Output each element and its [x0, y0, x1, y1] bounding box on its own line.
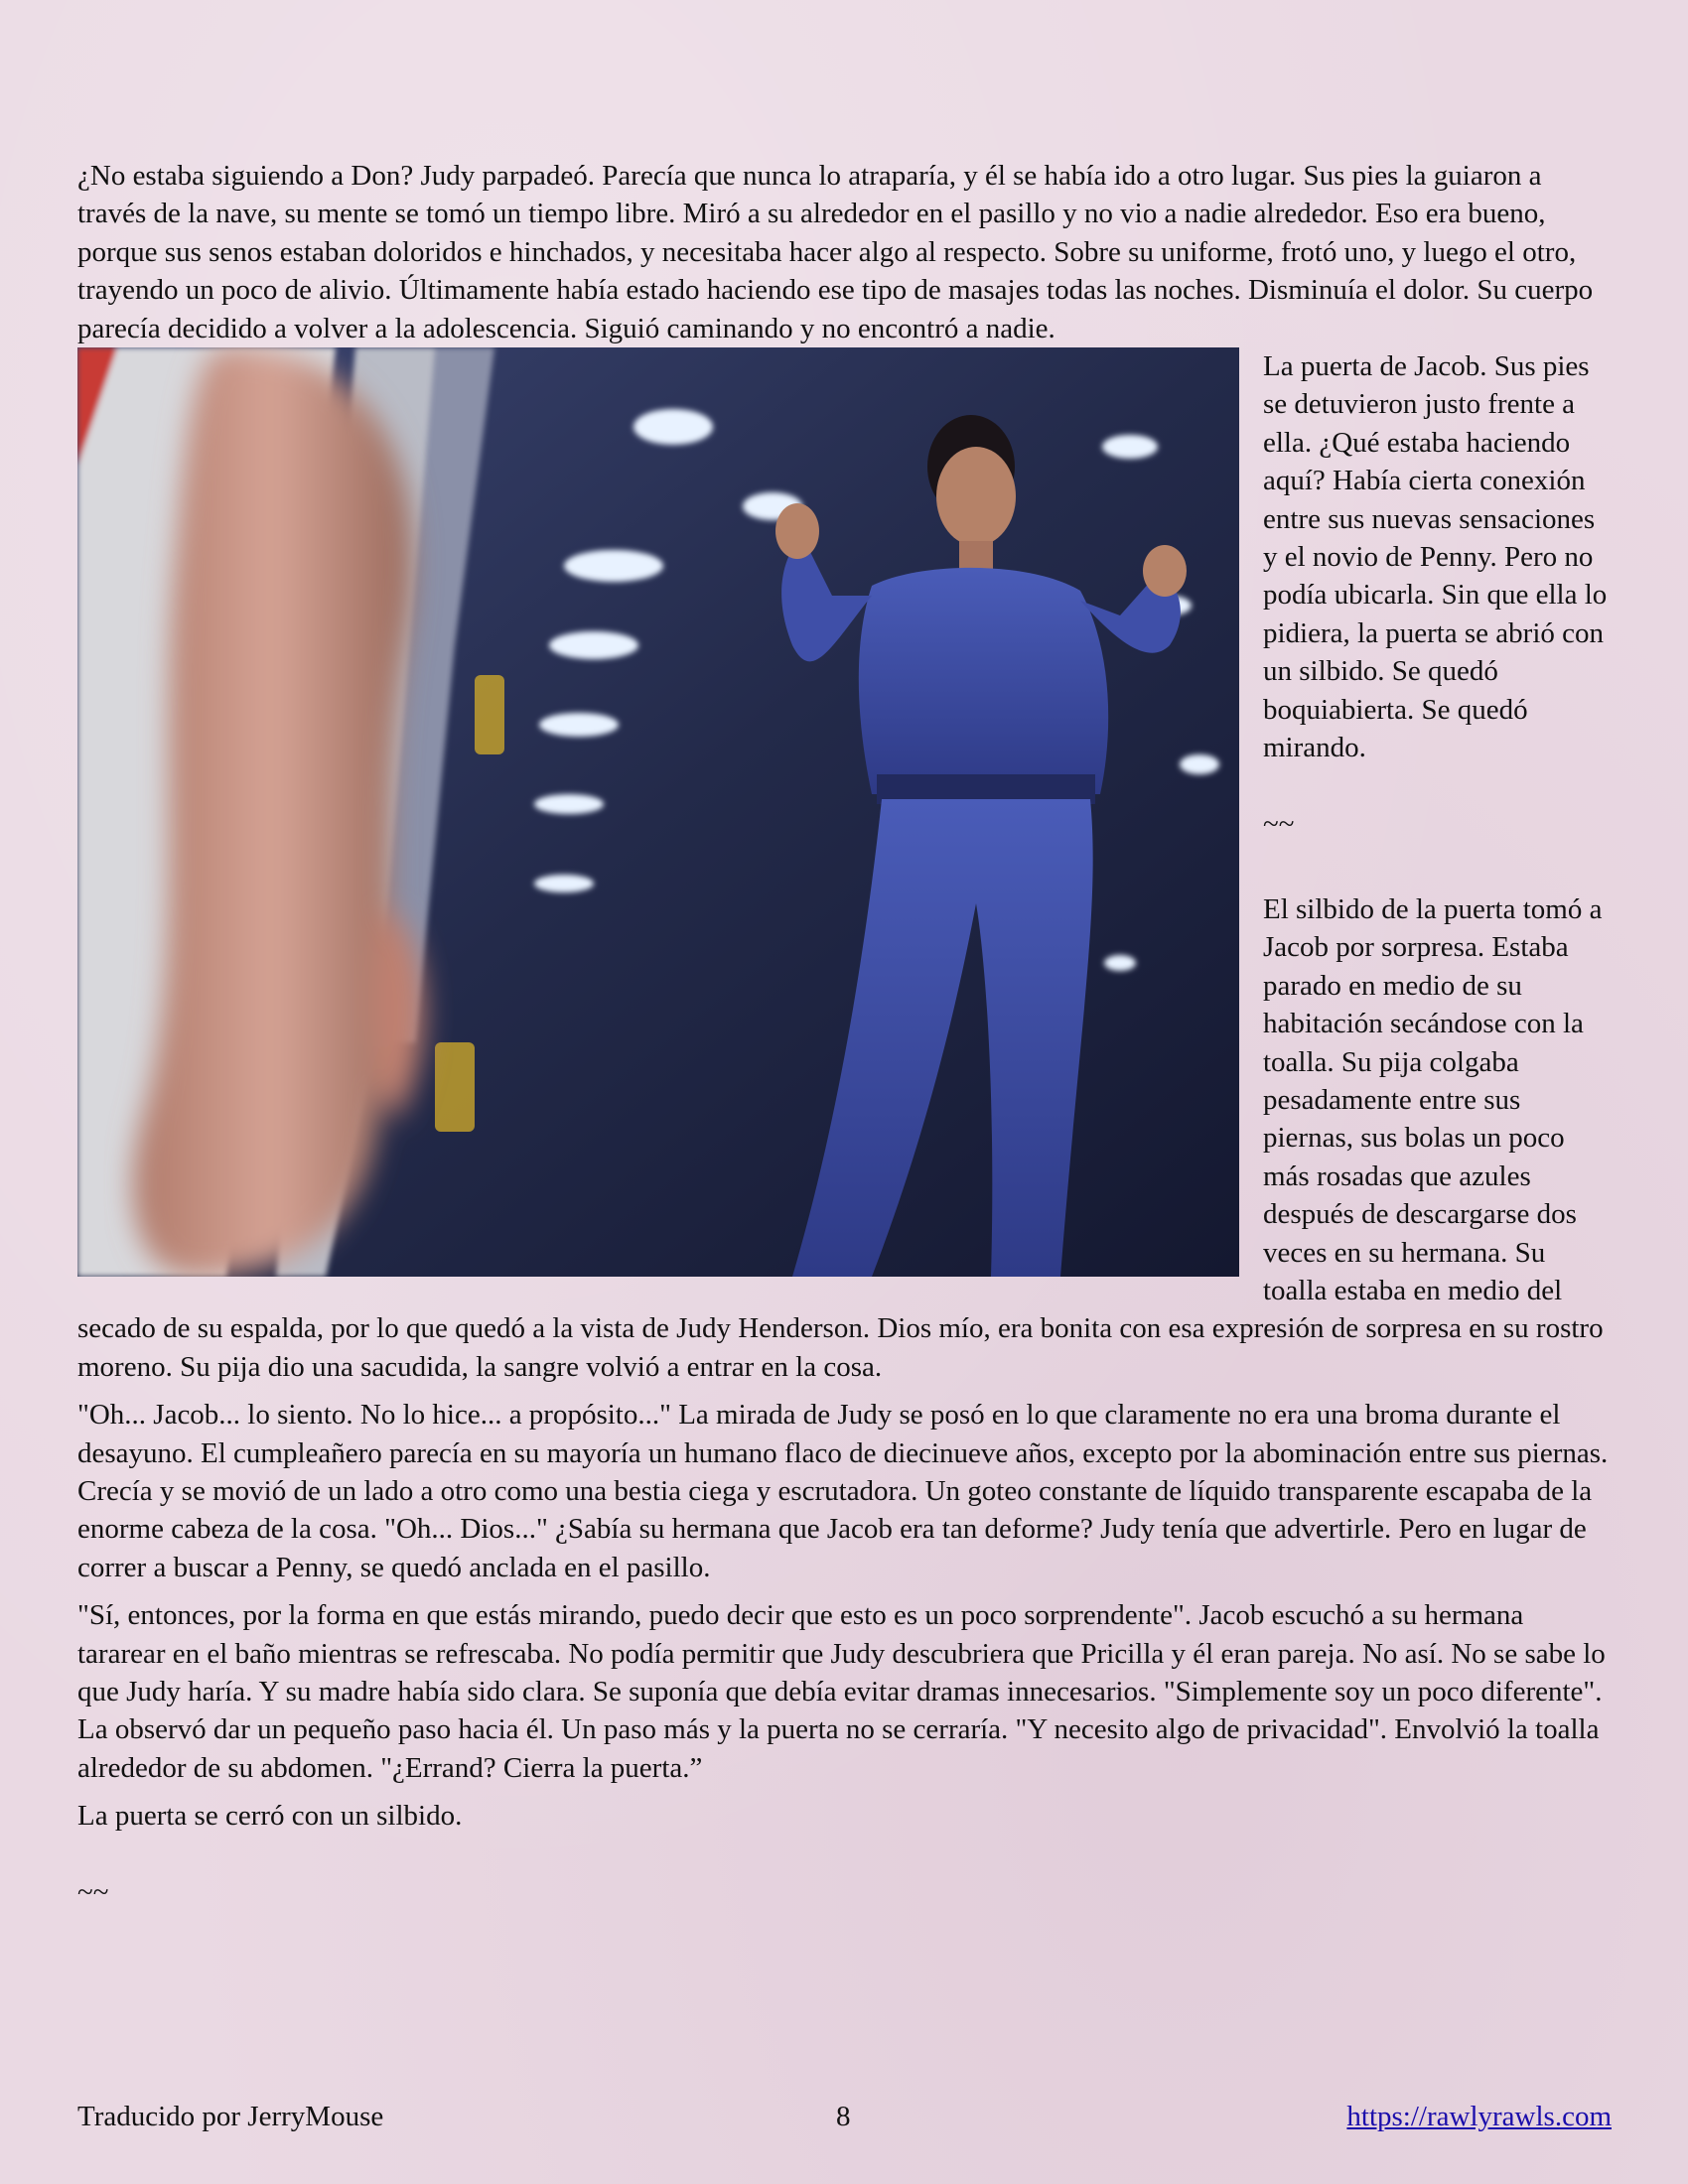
paragraph-6: La puerta se cerró con un silbido.: [77, 1800, 463, 1833]
illustration: [77, 347, 1239, 1277]
page-number: 8: [836, 2101, 851, 2132]
website-link[interactable]: https://rawlyrawls.com: [1346, 2101, 1612, 2132]
paragraph-4: "Oh... Jacob... lo siento. No lo hice... a propósito..." La mirada de Judy se posó en lo que claramente no era una broma durante el desayuno. El cumpleañero parecía en su mayoría un humano flaco de diecinueve años, excepto por la abominación entre sus piernas. Crecía y se movió de un lado a otro como una bestia ciega y escrutadora. Un goteo constante de líquido transparente escapaba de la enorme cabeza de la cosa. "Oh... Dios..." ¿Sabía su hermana que Jacob era tan deforme? Judy tenía que advertirle. Pero en lugar de correr a buscar a Penny, se quedó anclada en el pasillo.: [77, 1399, 1609, 1583]
paragraph-1: ¿No estaba siguiendo a Don? Judy parpadeó. Parecía que nunca lo atraparía, y él se había ido a otro lugar. Sus pies la guiaron a través de la nave, su mente se tomó un tiempo libre. Miró a su alrededor en el pasillo y no vio a nadie alrededor. Eso era bueno, porque sus senos estaban doloridos e hinchados, y necesitaba hacer algo al respecto. Sobre su uniforme, frotó uno, y luego el otro, trayendo un poco de alivio. Últimamente había estado haciendo ese tipo de masajes todas las noches. Disminuía el dolor. Su cuerpo parecía decidido a volver a la adolescencia. Siguió caminando y no encontró a nadie.: [77, 160, 1594, 344]
spacer: [77, 1836, 1612, 1873]
illustration-scene: [77, 347, 1239, 1277]
paragraph-5: "Sí, entonces, por la forma en que estás mirando, puedo decir que esto es un poco sorprendente". Jacob escuchó a su hermana tararear en el baño mientras se refrescaba. No podía permitir que Judy descubriera que Pricilla y él eran pareja. No así. No se sabe lo que Judy haría. Y su madre había sido clara. Se suponía que debía evitar dramas innecesarios. "Simplemente soy un poco diferente". La observó dar un pequeño paso hacia él. Un paso más y la puerta no se cerraría. "Y necesito algo de privacidad". Envolvió la toalla alrededor de su abdomen. "¿Errand? Cierra la puerta.”: [77, 1599, 1606, 1784]
page-body: [77, 157, 1612, 1921]
paragraph-2: La puerta de Jacob. Sus pies se detuvieron justo frente a ella. ¿Qué estaba haciendo aquí? Había cierta conexión entre sus nuevas sensaciones y el novio de Penny. Pero no podía ubicarla. Sin que ella lo pidiera, la puerta se abrió con un silbido. Se quedó boquiabierta. Se quedó mirando.: [1263, 350, 1608, 764]
section-separator: ~~: [1263, 807, 1295, 840]
translator-credit: Traducido por JerryMouse: [77, 2101, 384, 2132]
paragraph-3: El silbido de la puerta tomó a Jacob por sorpresa. Estaba parado en medio de su habitación secándose con la toalla. Su pija colgaba pesadamente entre sus piernas, sus bolas un poco más rosadas que azules después de descargarse dos veces en su hermana. Su toalla estaba en medio del secado de su espalda, por lo que quedó a la vista de Judy Henderson. Dios mío, era bonita con esa expresión de sorpresa en su rostro moreno. Su pija dio una sacudida, la sangre volvió a entrar en la cosa.: [77, 892, 1604, 1383]
section-separator: ~~: [77, 1875, 109, 1908]
